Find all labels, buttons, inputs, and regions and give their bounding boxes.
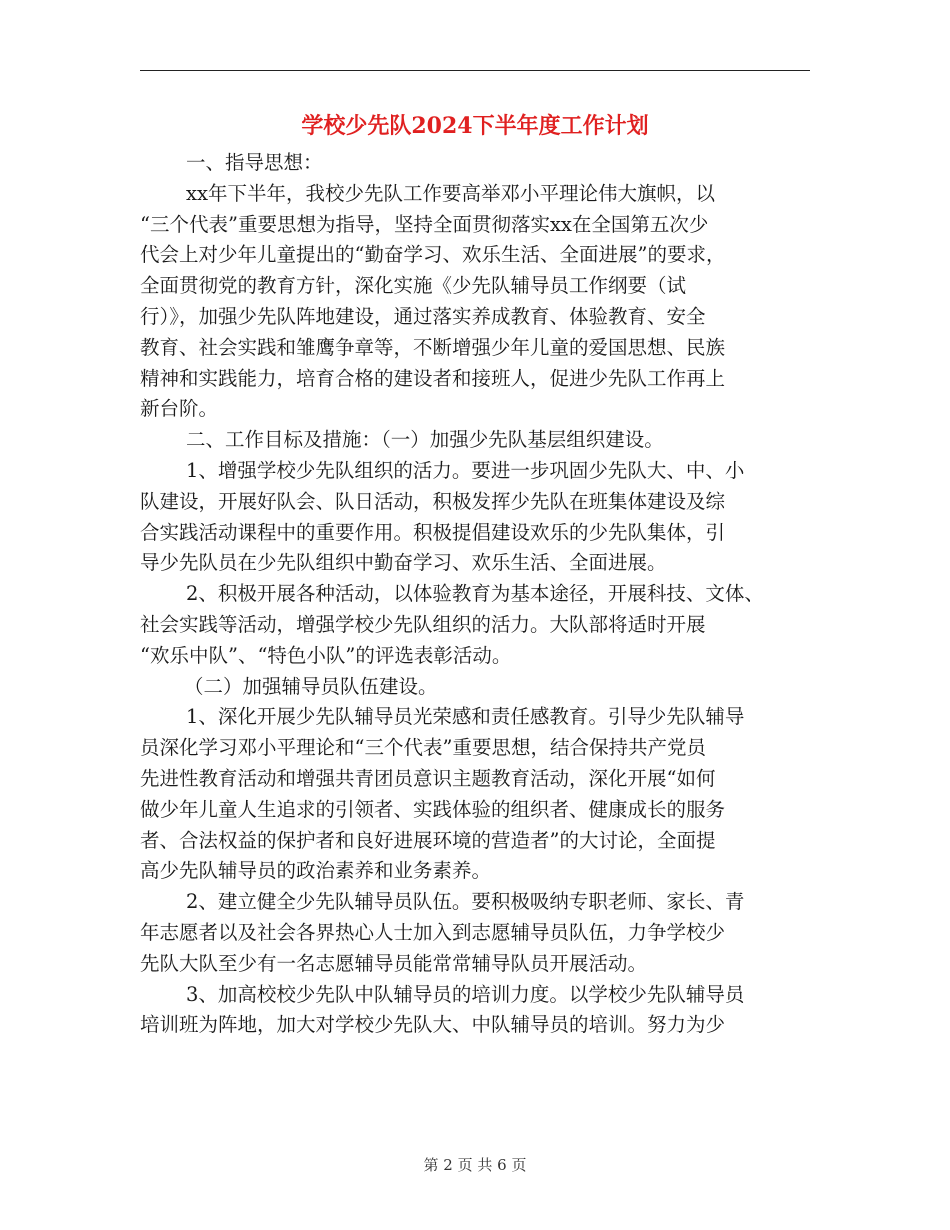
section-heading: （二）加强辅导员队伍建设。 bbox=[184, 674, 438, 698]
paragraph-line: 做少年儿童人生追求的引领者、实践体验的组织者、健康成长的服务 bbox=[140, 797, 726, 821]
page-number: 第 2 页 共 6 页 bbox=[423, 1156, 527, 1174]
paragraph-line: 代会上对少年儿童提出的“勤奋学习、欢乐生活、全面进展”的要求， bbox=[140, 243, 726, 267]
paragraph-line: 合实践活动课程中的重要作用。积极提倡建设欢乐的少先队集体，引 bbox=[140, 520, 726, 544]
paragraph-line: 1、增强学校少先队组织的活力。要进一步巩固少先队大、中、小 bbox=[186, 458, 745, 482]
paragraph-line: 行）》，加强少先队阵地建设，通过落实养成教育、体验教育、安全 bbox=[140, 304, 706, 328]
paragraph-line: 3、加高校校少先队中队辅导员的培训力度。以学校少先队辅导员 bbox=[186, 982, 745, 1006]
paragraph-line: 社会实践等活动，增强学校少先队组织的活力。大队部将适时开展 bbox=[140, 612, 706, 636]
paragraph-line: 员深化学习邓小平理论和“三个代表”重要思想，结合保持共产党员 bbox=[140, 736, 706, 760]
paragraph-line: 导少先队员在少先队组织中勤奋学习、欢乐生活、全面进展。 bbox=[140, 551, 667, 575]
paragraph-line: 培训班为阵地，加大对学校少先队大、中队辅导员的培训。努力为少 bbox=[140, 1013, 726, 1037]
paragraph-line: “欢乐中队”、“特色小队”的评选表彰活动。 bbox=[140, 643, 512, 667]
paragraph-line: 2、建立健全少先队辅导员队伍。要积极吸纳专职老师、家长、青 bbox=[186, 890, 745, 914]
paragraph-line: 教育、社会实践和雏鹰争章等，不断增强少年儿童的爱国思想、民族 bbox=[140, 335, 726, 359]
paragraph-line: 先队大队至少有一名志愿辅导员能常常辅导队员开展活动。 bbox=[140, 951, 648, 975]
paragraph-line: 全面贯彻党的教育方针，深化实施《少先队辅导员工作纲要（试 bbox=[140, 274, 687, 298]
paragraph-line: 队建设，开展好队会、队日活动，积极发挥少先队在班集体建设及综 bbox=[140, 489, 726, 513]
paragraph-line: 新台阶。 bbox=[140, 397, 219, 421]
paragraph-line: “三个代表”重要思想为指导，坚持全面贯彻落实xx在全国第五次少 bbox=[140, 212, 709, 236]
paragraph-line: 年志愿者以及社会各界热心人士加入到志愿辅导员队伍，力争学校少 bbox=[140, 920, 726, 944]
section-heading: 一、指导思想： bbox=[186, 151, 323, 174]
paragraph-line: xx年下半年，我校少先队工作要高举邓小平理论伟大旗帜，以 bbox=[186, 181, 715, 205]
paragraph-line: 高少先队辅导员的政治素养和业务素养。 bbox=[140, 859, 492, 883]
document-body bbox=[140, 148, 820, 1041]
paragraph-line: 先进性教育活动和增强共青团员意识主题教育活动，深化开展“如何 bbox=[140, 766, 716, 790]
section-heading: 二、工作目标及措施：（一）加强少先队基层组织建设。 bbox=[186, 428, 664, 452]
paragraph-line: 2、积极开展各种活动，以体验教育为基本途径，开展科技、文体、 bbox=[186, 582, 764, 606]
paragraph-line: 者、合法权益的保护者和良好进展环境的营造者”的大讨论，全面提 bbox=[140, 828, 716, 852]
header-rule bbox=[140, 70, 810, 71]
paragraph-line: 精神和实践能力，培育合格的建设者和接班人，促进少先队工作再上 bbox=[140, 366, 726, 390]
document-title: 学校少先队2024下半年度工作计划 bbox=[301, 113, 649, 139]
paragraph-line: 1、深化开展少先队辅导员光荣感和责任感教育。引导少先队辅导 bbox=[186, 705, 745, 729]
